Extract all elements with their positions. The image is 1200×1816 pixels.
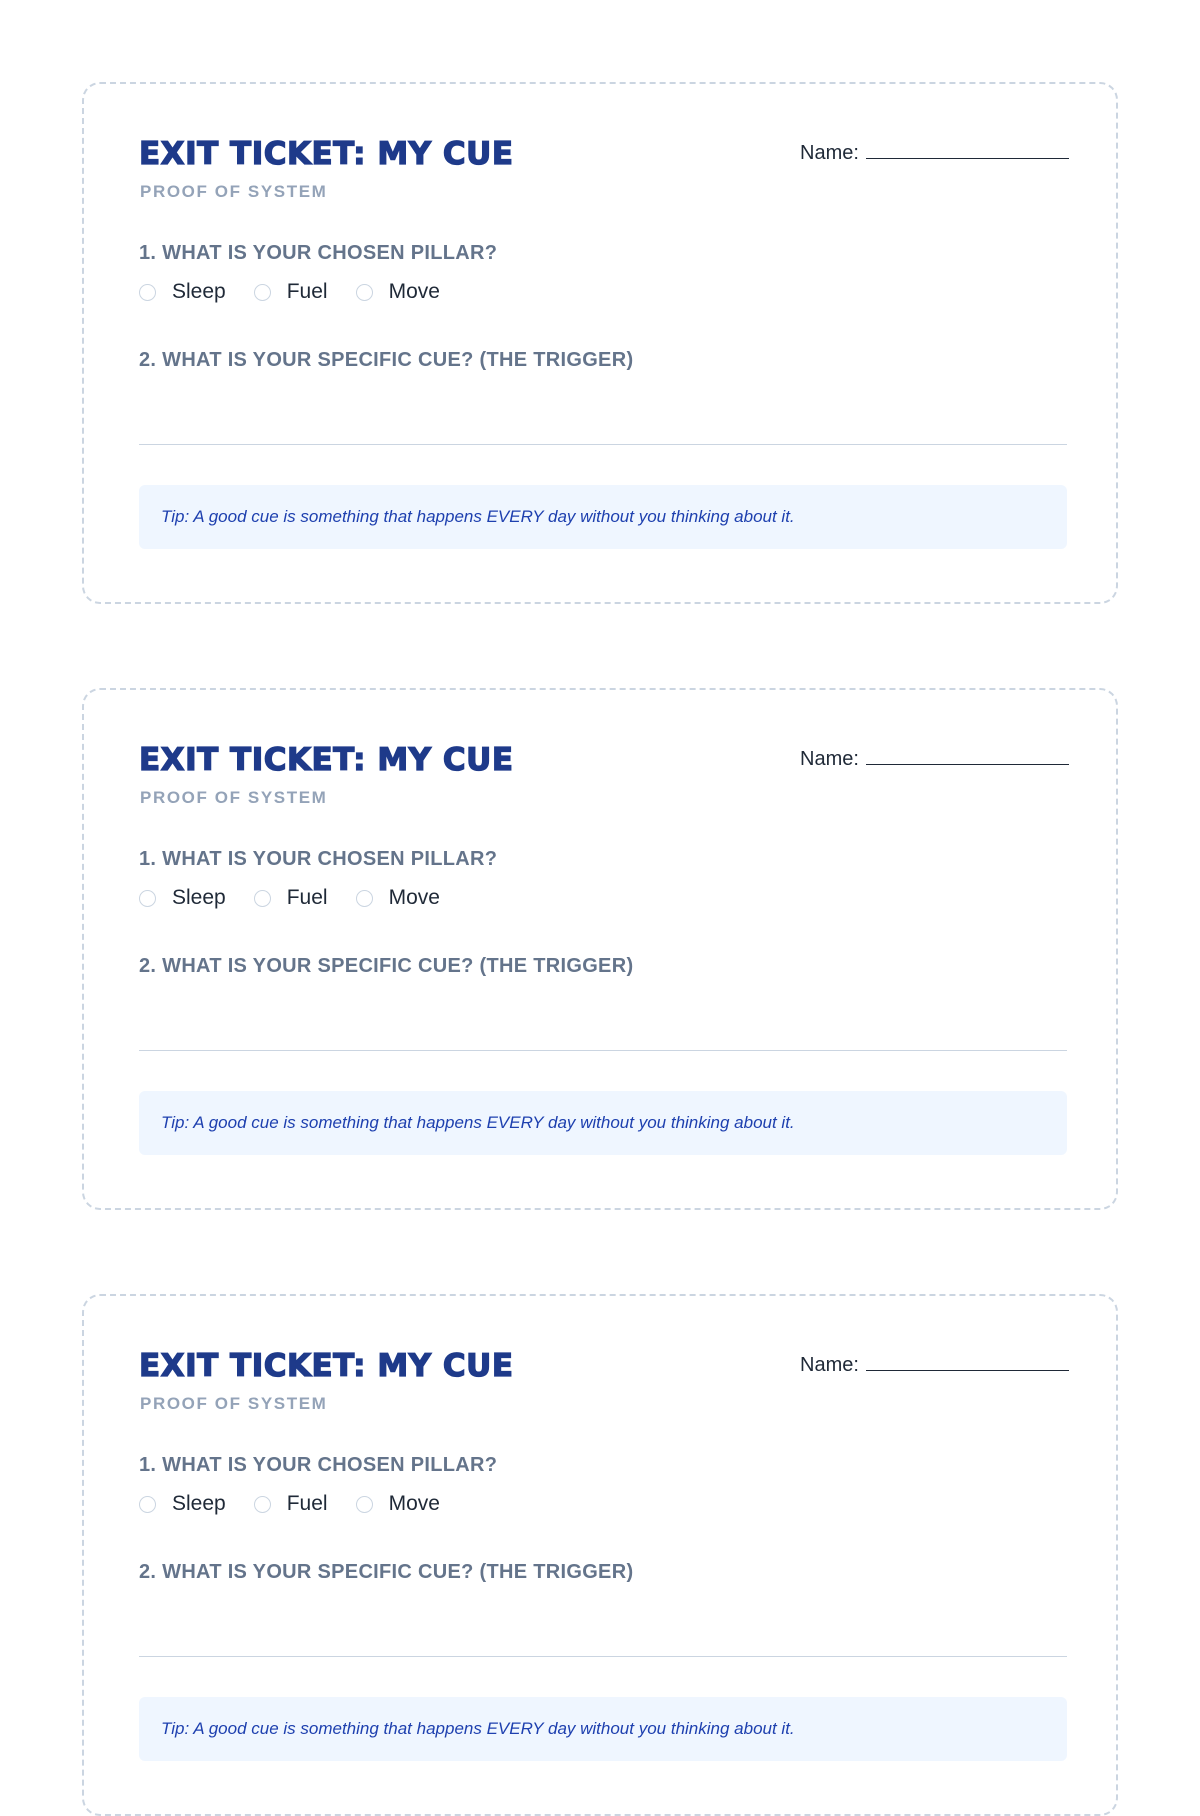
option-label: Move — [388, 886, 440, 909]
option-label: Move — [388, 280, 440, 303]
ticket-subtitle: PROOF OF SYSTEM — [140, 1394, 328, 1413]
question-chosen-pillar: 1. WHAT IS YOUR CHOSEN PILLAR? — [139, 848, 498, 870]
name-label: Name: — [800, 142, 859, 164]
pillar-options — [139, 886, 468, 910]
name-field[interactable] — [800, 140, 1069, 165]
question-specific-cue: 2. WHAT IS YOUR SPECIFIC CUE? (THE TRIGGER) — [139, 349, 634, 371]
tip-text: Tip: A good cue is something that happens EVERY day without you thinking about it. — [161, 1113, 795, 1132]
option-label: Fuel — [286, 280, 328, 303]
exit-ticket-card — [82, 1294, 1118, 1816]
radio-move[interactable] — [356, 1496, 373, 1513]
radio-move[interactable] — [356, 284, 373, 301]
cue-answer-line[interactable] — [139, 444, 1067, 445]
option-fuel[interactable] — [254, 280, 328, 304]
option-fuel[interactable] — [254, 1492, 328, 1516]
radio-sleep[interactable] — [139, 284, 156, 301]
tip-box — [139, 1091, 1067, 1155]
radio-fuel[interactable] — [254, 1496, 271, 1513]
radio-fuel[interactable] — [254, 284, 271, 301]
ticket-subtitle: PROOF OF SYSTEM — [140, 788, 328, 807]
tip-text: Tip: A good cue is something that happens EVERY day without you thinking about it. — [161, 507, 795, 526]
option-label: Sleep — [172, 1492, 226, 1515]
option-move[interactable] — [356, 886, 440, 910]
ticket-title: EXIT TICKET: MY CUE — [139, 742, 514, 778]
ticket-title: EXIT TICKET: MY CUE — [139, 136, 514, 172]
name-field[interactable] — [800, 1352, 1069, 1377]
name-label: Name: — [800, 1354, 859, 1376]
ticket-title: EXIT TICKET: MY CUE — [139, 1348, 514, 1384]
radio-sleep[interactable] — [139, 890, 156, 907]
option-sleep[interactable] — [139, 1492, 226, 1516]
tip-box — [139, 1697, 1067, 1761]
question-specific-cue: 2. WHAT IS YOUR SPECIFIC CUE? (THE TRIGGER) — [139, 1561, 634, 1583]
tip-box — [139, 485, 1067, 549]
name-label: Name: — [800, 748, 859, 770]
cue-answer-line[interactable] — [139, 1050, 1067, 1051]
ticket-subtitle: PROOF OF SYSTEM — [140, 182, 328, 201]
exit-ticket-card — [82, 688, 1118, 1210]
question-specific-cue: 2. WHAT IS YOUR SPECIFIC CUE? (THE TRIGGER) — [139, 955, 634, 977]
name-blank-line[interactable] — [866, 746, 1069, 765]
name-blank-line[interactable] — [866, 1352, 1069, 1371]
option-label: Sleep — [172, 280, 226, 303]
radio-fuel[interactable] — [254, 890, 271, 907]
tip-text: Tip: A good cue is something that happens EVERY day without you thinking about it. — [161, 1719, 795, 1738]
option-label: Move — [388, 1492, 440, 1515]
name-blank-line[interactable] — [866, 140, 1069, 159]
pillar-options — [139, 1492, 468, 1516]
option-move[interactable] — [356, 1492, 440, 1516]
pillar-options — [139, 280, 468, 304]
option-move[interactable] — [356, 280, 440, 304]
cue-answer-line[interactable] — [139, 1656, 1067, 1657]
radio-sleep[interactable] — [139, 1496, 156, 1513]
question-chosen-pillar: 1. WHAT IS YOUR CHOSEN PILLAR? — [139, 1454, 498, 1476]
option-fuel[interactable] — [254, 886, 328, 910]
exit-ticket-card — [82, 82, 1118, 604]
option-sleep[interactable] — [139, 886, 226, 910]
option-label: Sleep — [172, 886, 226, 909]
option-label: Fuel — [286, 1492, 328, 1515]
question-chosen-pillar: 1. WHAT IS YOUR CHOSEN PILLAR? — [139, 242, 498, 264]
name-field[interactable] — [800, 746, 1069, 771]
option-sleep[interactable] — [139, 280, 226, 304]
radio-move[interactable] — [356, 890, 373, 907]
option-label: Fuel — [286, 886, 328, 909]
